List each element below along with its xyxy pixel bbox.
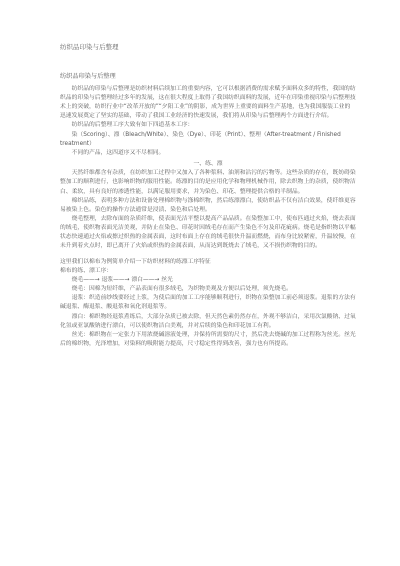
definition-text: 织造前纱线要经过上浆，为使后面的加工工序能够顺利进行，织物在染整加工前必须退浆。退浆的方法有碱退浆、酶退浆、酸退浆和氧化剂退浆等。	[60, 295, 356, 311]
paragraph-impurities: 天然纤维都含有杂质，在纺织加工过程中又加入了各种浆料、油剂和沾污的污物等。这些杂质的存在，既妨碍染整加工的顺利进行，也影响织物的服用性能。练漂的目的是应用化学和物理机械作用，除去织物上的杂质，使织物洁白、柔软，具有良好的渗透性能，以满足服用要求，并为染色、印花、整理提供合格的半制品。	[60, 170, 356, 195]
paragraph-scouring: 棉织品练，表明多种方法和设备处理棉织物与涤棉织物，然后练漂漂白，使纺织品不仅有洁白效果，使纤维更容易被染上色。染色的操作方法通常是浸渍、染色和后处理。	[60, 197, 356, 213]
paragraph-cotton-steps: 棉布的练、漂工序：	[60, 267, 113, 274]
section-heading: 一、练、漂	[193, 161, 223, 168]
definition-text: 棉织物经退浆煮练后，大部分杂质已被去除，但天然色素仍然存在，外观不够洁白，采用次氯酸钠、过氧化氢或亚氯酸钠进行漂白，可以使织物洁白美观，并对后续的染色和印花加工有利。	[60, 313, 356, 329]
paragraph-procedures: 纺织品的后整理工序大致有如下四道基本工序：	[71, 122, 194, 129]
paragraph-singeing: 烧毛整理，去除布面的杂质纤维，使表面光洁平整以提高产品品质。在染整加工中，使布匹通过火焰，烧去表面的绒毛，使织物表面光洁美观，并防止在染色、印花时因绒毛存在而产生染色不匀及印花疵病。烧毛是指织物以平幅状态快速通过火焰或擦过炽热的金属表面，这时布面上存在的绒毛很快升温而燃烧，而布身比较紧密，升温较慢，在未升到着火点时，即已离开了火焰或炽热的金属表面，从而达到既烧去了绒毛，又不损伤织物的目的。	[60, 215, 356, 250]
definition-label: 退浆：	[71, 295, 89, 302]
paragraph-note: 不同的产品，这四道序又不尽相同。	[71, 149, 165, 156]
definition-text: 因棉为短纤维，产品表面有很多绒毛，为织物美观及方便以后处理，须先烧毛。	[89, 286, 292, 293]
page-header: 纺织品印染与后整理	[60, 43, 119, 51]
process-flow: 烧毛——→ 退浆——→ 漂白——→ 丝光	[71, 276, 173, 283]
paragraph-cotton-example: 这里我们以棉布为例简单介绍一下纺织材料的练漂工序特征	[60, 258, 211, 265]
document-title: 纺织品印染与后整理	[60, 73, 116, 80]
definition-singeing	[60, 285, 356, 294]
definition-label: 丝光：	[71, 331, 89, 338]
definition-desizing	[60, 294, 356, 312]
definition-bleaching	[60, 313, 356, 331]
definition-label: 烧毛：	[71, 286, 89, 293]
definition-mercerizing	[60, 331, 356, 349]
document-body	[60, 72, 356, 349]
paragraph-procedure-list: 染（Scoring）、漂（Bleach/White）、染色（Dye）、印花（Print）、整理（After-treatment / Finished treatment）	[60, 131, 341, 147]
definition-text: 棉织物在一定张力下用浓烧碱溶液处理，并保持所需要的尺寸，然后洗去烧碱的加工过程称为丝光。丝光后的棉织物，光泽增加，对染料的吸附能力提高，尺寸稳定性得到改善，强力也有所提高。	[60, 331, 356, 348]
paragraph-intro: 纺织品的印染与后整理是纺织材料后续加工的重要内容，它可以根据消费的需求赋予面料众多的特性，我国的纺织品的印染与后整理经过多年的发展，这在很大程度上取得了我国纺织面料的发展，近年在印染重视印染与后整理技术上的突破，纺织行业中“改革开放的”“夕阳工业”的阴影，成为世界上重要的面料生产基地，也为我国服装工业的迅速发展奠定了坚实的基础，带动了我国工业经济的快速发展，我们将从印染与后整理两个方面进行介绍。	[60, 85, 356, 120]
definition-label: 漂白：	[71, 313, 89, 320]
